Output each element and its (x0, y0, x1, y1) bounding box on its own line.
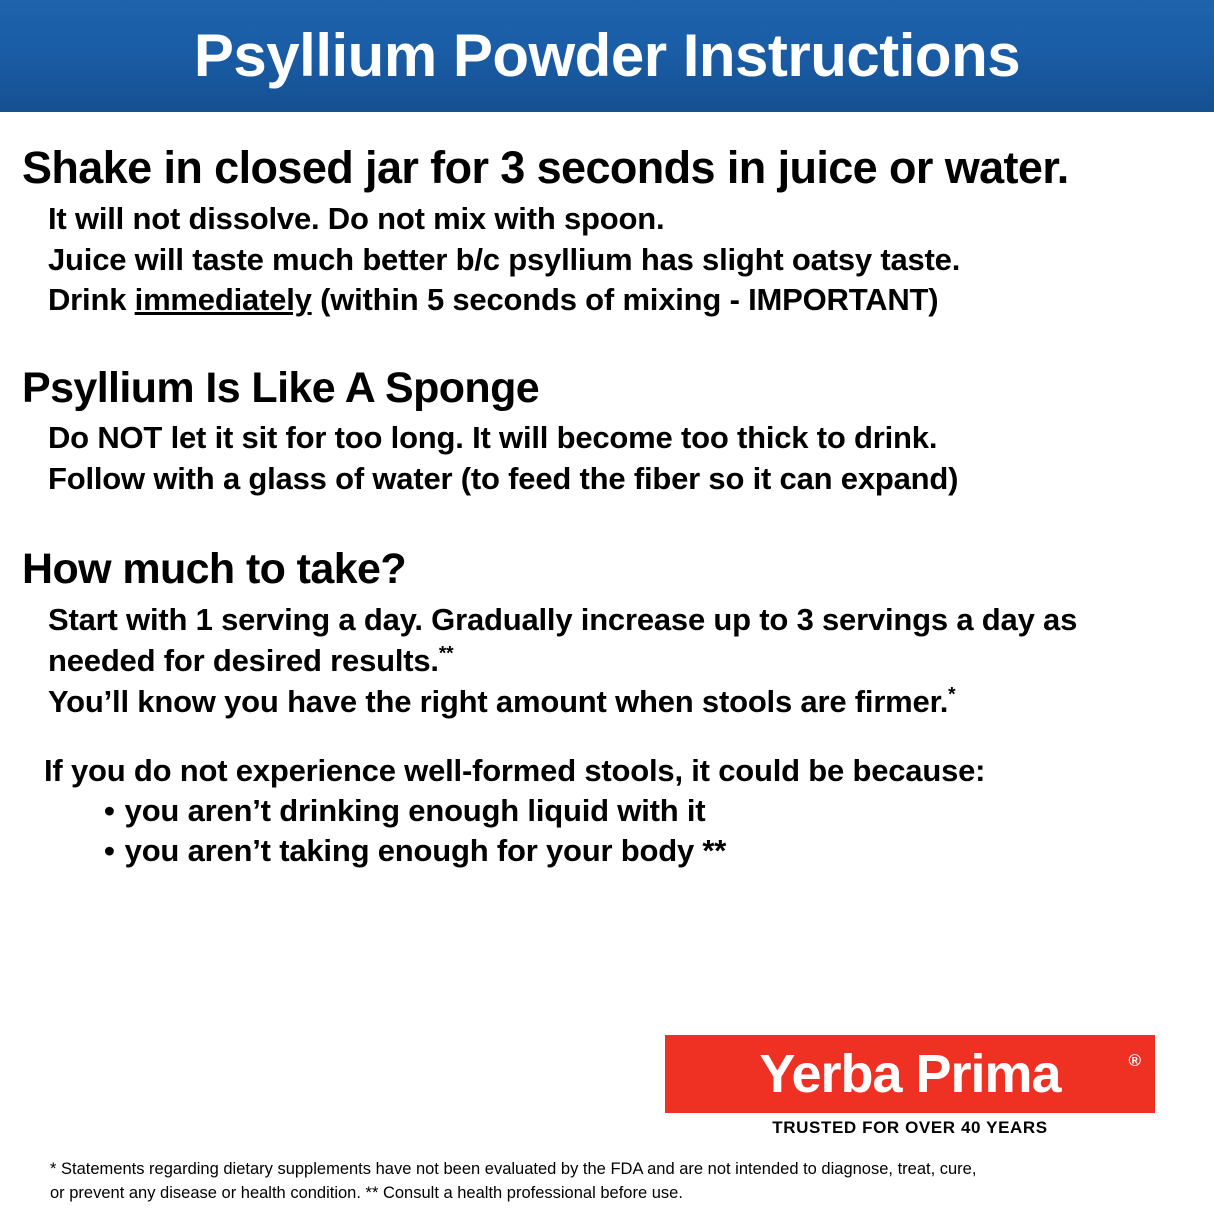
how-much-line-1-text: Start with 1 serving a day. Gradually increase up to 3 servings a day as needed for desired results. (48, 602, 1078, 678)
brand-name: Yerba Prima (759, 1044, 1061, 1104)
section-shake-line-2: Juice will taste much better b/c psyllium has slight oatsy taste. (48, 241, 961, 277)
footnote-mark-single: * (948, 684, 956, 706)
instructions-body (0, 112, 1214, 869)
section-shake-line-1: It will not dissolve. Do not mix with spoon. (48, 200, 665, 236)
drink-post: (within 5 seconds of mixing - IMPORTANT) (311, 282, 939, 318)
disclaimer (50, 1158, 1060, 1206)
note-lead: If you do not experience well-formed stools, it could be because: (44, 752, 986, 788)
brand-area (665, 1035, 1155, 1138)
header-banner (0, 0, 1214, 112)
note-block (0, 753, 1214, 869)
registered-trademark-icon: ® (1128, 1051, 1141, 1070)
note-bullet-1-text: you aren’t drinking enough liquid with it (124, 792, 706, 828)
section-how-much-heading: How much to take? (22, 544, 407, 593)
brand-tagline: TRUSTED FOR OVER 40 YEARS (772, 1118, 1048, 1137)
section-how-much (0, 546, 1214, 723)
section-how-much-line-1 (48, 600, 1188, 682)
section-sponge (0, 365, 1214, 499)
section-sponge-line-2: Follow with a glass of water (to feed the fiber so it can expand) (48, 460, 959, 496)
note-bullet-2 (104, 833, 1192, 869)
note-bullet-1 (104, 793, 1192, 829)
section-shake (0, 144, 1214, 321)
section-sponge-heading: Psyllium Is Like A Sponge (22, 364, 540, 413)
section-shake-heading: Shake in closed jar for 3 seconds in juice or water. (22, 142, 1069, 193)
how-much-line-2-text: You’ll know you have the right amount when stools are firmer. (48, 683, 949, 719)
drink-underlined: immediately (134, 282, 312, 318)
page-title: Psyllium Powder Instructions (193, 22, 1021, 89)
section-sponge-line-1: Do NOT let it sit for too long. It will become too thick to drink. (48, 419, 938, 455)
disclaimer-line-1: * Statements regarding dietary supplements have not been evaluated by the FDA and are not intended to diagnose, treat, cure, (50, 1160, 977, 1178)
note-bullet-2-text: you aren’t taking enough for your body ** (124, 832, 727, 868)
section-how-much-line-2 (48, 682, 1192, 723)
footnote-mark-double: ** (438, 643, 454, 665)
bullet-dot-icon: • (104, 832, 115, 868)
section-shake-drink-line (48, 280, 1192, 321)
bullet-dot-icon: • (104, 792, 115, 828)
disclaimer-line-2: or prevent any disease or health condition. ** Consult a health professional before use. (50, 1183, 683, 1202)
brand-logo (665, 1035, 1155, 1113)
drink-pre: Drink (48, 282, 135, 318)
